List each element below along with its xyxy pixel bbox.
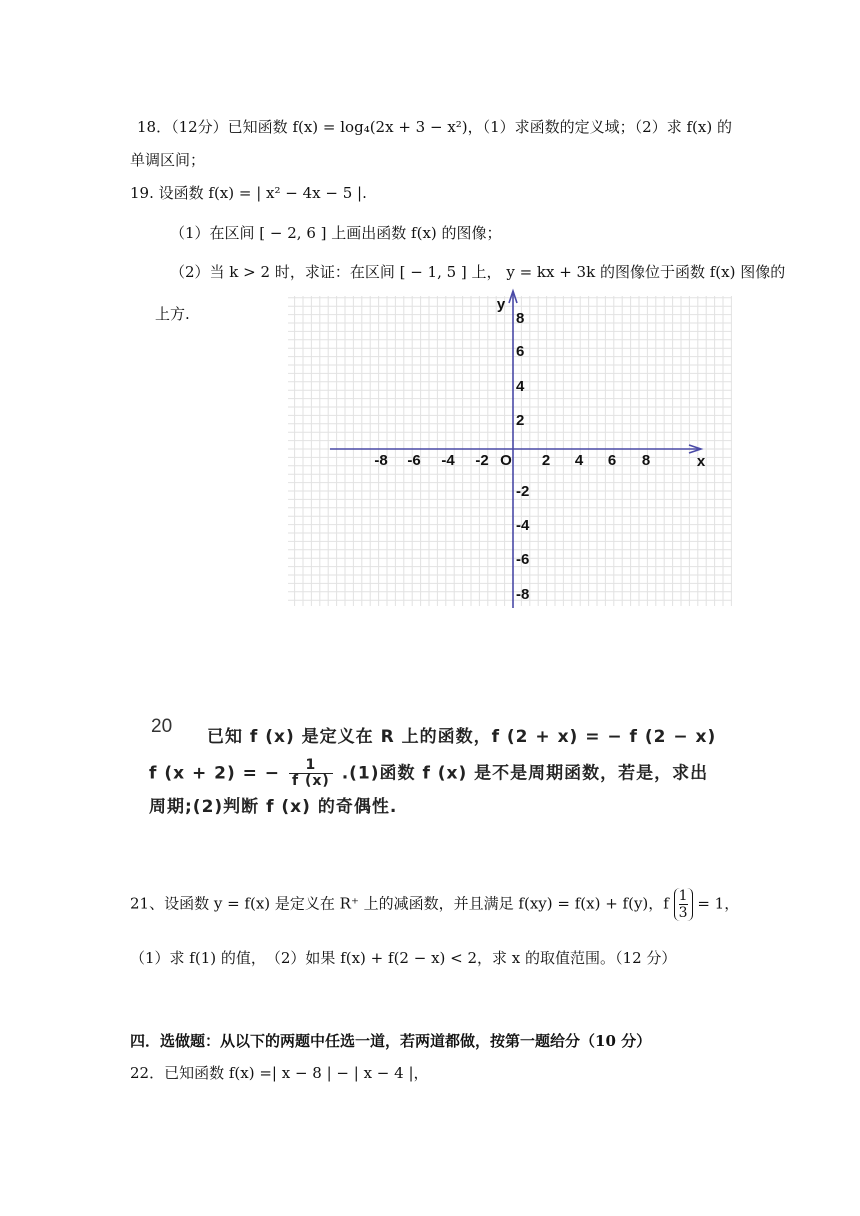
q20-line2: [149, 758, 708, 789]
x-tick-label: 2: [541, 452, 551, 469]
q21-line1-b: = 1，: [697, 894, 740, 913]
q19-part2-end: 上方.: [155, 305, 190, 323]
origin-label: O: [500, 452, 512, 469]
y-tick-label: 4: [516, 378, 525, 395]
y-tick-label: 6: [516, 343, 525, 360]
x-tick-label: -6: [407, 452, 421, 469]
y-tick-label: -4: [516, 517, 530, 534]
q20-line2-b: .(1)函数 f (x) 是不是周期函数，若是，求出: [341, 763, 709, 784]
y-tick-label: -6: [516, 551, 530, 568]
x-tick-label: 6: [607, 452, 617, 469]
q20-block: [147, 716, 787, 816]
y-tick-label: -2: [516, 483, 530, 500]
q20-fraction: [289, 758, 333, 789]
q18-line1: 18．（12分）已知函数 f(x) = log₄(2x + 3 − x²)，（1）求函数的定义域；（2）求 f(x) 的: [137, 118, 732, 136]
q19-part2: （2）当 k > 2 时，求证：在区间 [ − 1, 5 ] 上， y = kx + 3k 的图像位于函数 f(x) 图像的: [170, 263, 786, 281]
y-tick-label: 2: [516, 412, 525, 429]
q20-frac-num: 1: [289, 758, 333, 774]
q21-line2: （1）求 f(1) 的值， （2）如果 f(x) + f(2 − x) < 2，求 x 的取值范围。（12 分）: [130, 949, 677, 967]
x-tick-label: -8: [374, 452, 388, 469]
q19-stem: 19. 设函数 f(x) = | x² − 4x − 5 |.: [130, 184, 367, 202]
x-tick-label: -4: [441, 452, 455, 469]
q21-frac-den: 3: [678, 905, 688, 921]
q21-frac-num: 1: [678, 888, 688, 904]
q20-line1: 已知 f (x) 是定义在 R 上的函数，f (2 + x) = − f (2 − x): [207, 727, 717, 747]
x-tick-label: 4: [574, 452, 584, 469]
section4-heading: 四．选做题：从以下的两题中任选一道，若两道都做，按第一题给分（10 分）: [130, 1032, 652, 1050]
q20-frac-den: f (x): [291, 773, 330, 789]
x-tick-label: 8: [641, 452, 651, 469]
x-axis-label: x: [696, 453, 706, 470]
q20-number: 20: [151, 716, 173, 737]
y-tick-label: 8: [516, 310, 525, 327]
y-tick-label: -8: [516, 586, 530, 603]
q19-part1: （1）在区间 [ − 2, 6 ] 上画出函数 f(x) 的图像；: [170, 224, 502, 242]
grid-lines: [288, 296, 732, 606]
q20-line3: 周期;(2)判断 f (x) 的奇偶性.: [149, 797, 398, 817]
q20-line2-a: f (x + 2) = −: [149, 763, 281, 784]
q21-line1-a: 21、设函数 y = f(x) 是定义在 R⁺ 上的减函数，并且满足 f(xy) = f(x) + f(y)，f: [130, 894, 669, 913]
q18-line2: 单调区间；: [130, 151, 206, 169]
y-axis-label: y: [496, 296, 506, 313]
x-tick-label: -2: [475, 452, 489, 469]
q22-stem: 22．已知函数 f(x) =| x − 8 | − | x − 4 |，: [130, 1064, 429, 1082]
q21-fraction: [674, 888, 693, 921]
q21-line1: [130, 888, 739, 921]
